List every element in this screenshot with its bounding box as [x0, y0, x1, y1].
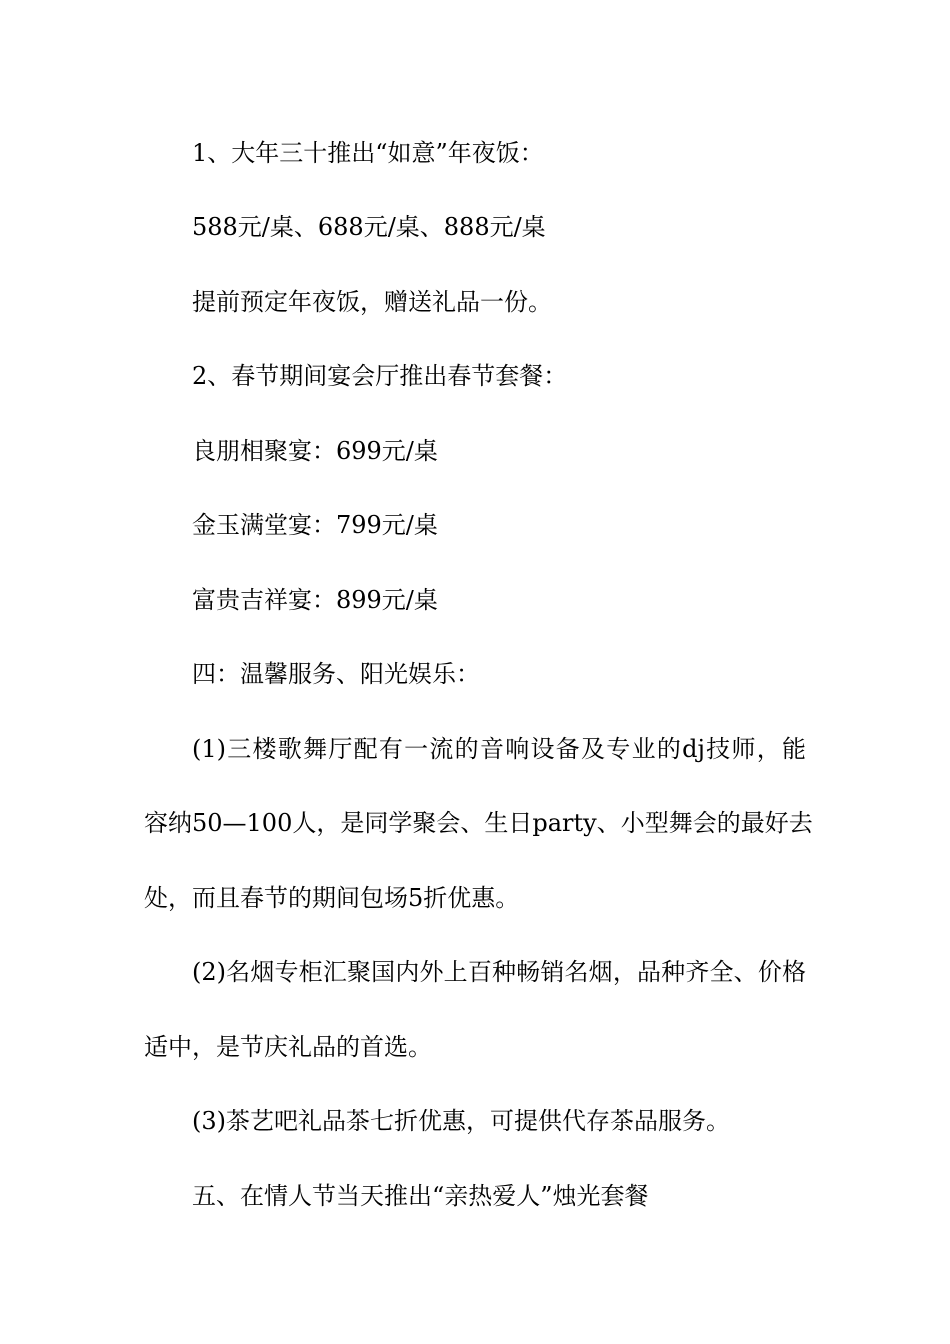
paragraph-advance-booking-gift: 提前预定年夜饭，赠送礼品一份。: [192, 288, 552, 316]
paragraph-banquet-option-2: 金玉满堂宴：799元/桌: [192, 511, 438, 539]
paragraph-spring-festival-banquet-heading: 2、春节期间宴会厅推出春节套餐：: [192, 362, 568, 390]
paragraph-ballroom-line-2: 容纳50—100人，是同学聚会、生日party、小型舞会的最好去: [144, 809, 813, 837]
paragraph-cigarette-counter-line-1: (2)名烟专柜汇聚国内外上百种畅销名烟，品种齐全、价格: [192, 958, 806, 986]
paragraph-dinner-prices: 588元/桌、688元/桌、888元/桌: [192, 213, 546, 241]
paragraph-ballroom-line-3: 处，而且春节的期间包场5折优惠。: [144, 884, 520, 912]
paragraph-cigarette-counter-line-2: 适中，是节庆礼品的首选。: [144, 1033, 432, 1061]
paragraph-section-four-heading: 四：温馨服务、阳光娱乐：: [192, 660, 480, 688]
paragraph-ballroom-line-1: (1)三楼歌舞厅配有一流的音响设备及专业的dj技师，能: [192, 735, 806, 763]
paragraph-new-years-eve-dinner-heading: 1、大年三十推出“如意”年夜饭：: [192, 139, 544, 167]
paragraph-banquet-option-3: 富贵吉祥宴：899元/桌: [192, 586, 438, 614]
paragraph-tea-bar-offer: (3)茶艺吧礼品茶七折优惠，可提供代存茶品服务。: [192, 1107, 730, 1135]
paragraph-section-five-heading: 五、在情人节当天推出“亲热爱人”烛光套餐: [192, 1182, 649, 1210]
paragraph-banquet-option-1: 良朋相聚宴：699元/桌: [192, 437, 438, 465]
